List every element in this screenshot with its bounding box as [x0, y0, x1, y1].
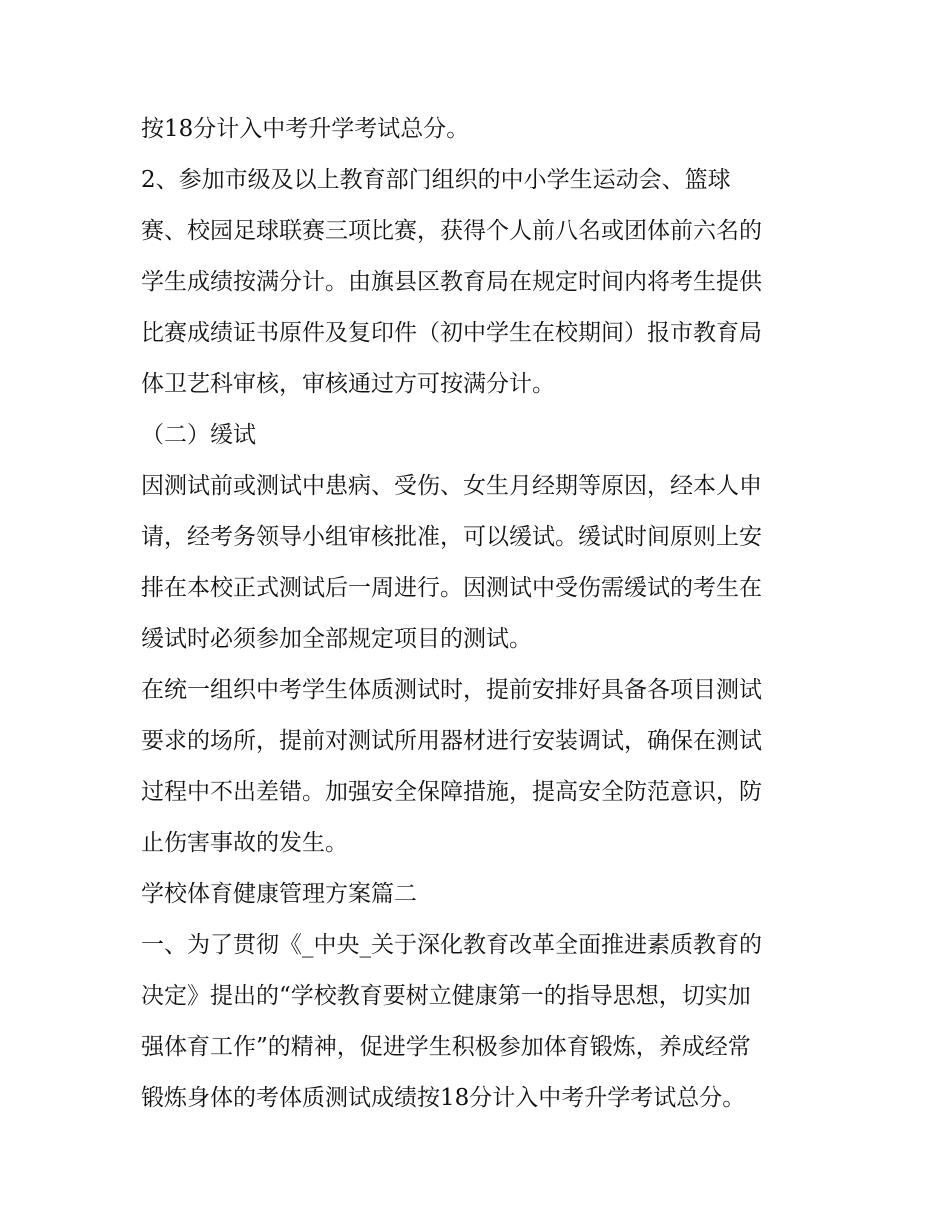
- text-line: 比赛成绩证书原件及复印件（初中学生在校期间）报市教育局: [141, 320, 762, 346]
- text-line: 强体育工作”的精神，促进学生积极参加体育锻炼，养成经常: [141, 1034, 751, 1060]
- text-line: 要求的场所，提前对测试所用器材进行安装调试，确保在测试: [141, 728, 762, 754]
- section-title: 学校体育健康管理方案篇二: [141, 881, 417, 907]
- text-line: 体卫艺科审核，审核通过方可按满分计。: [141, 371, 555, 397]
- text-line: 决定》提出的“学校教育要树立健康第一的指导思想，切实加: [141, 983, 751, 1009]
- text-line: 按18分计入中考升学考试总分。: [141, 116, 470, 142]
- text-line: 一、为了贯彻《_中央_关于深化教育改革全面推进素质教育的: [141, 932, 762, 958]
- text-line: 过程中不出差错。加强安全保障措施，提高安全防范意识，防: [141, 779, 762, 805]
- text-line: 缓试时必须参加全部规定项目的测试。: [141, 626, 532, 652]
- text-line: 请，经考务领导小组审核批准，可以缓试。缓试时间原则上安: [141, 524, 762, 550]
- section-heading: （二）缓试: [141, 422, 256, 448]
- text-line: 学生成绩按满分计。由旗县区教育局在规定时间内将考生提供: [141, 269, 762, 295]
- text-line: 赛、校园足球联赛三项比赛，获得个人前八名或团体前六名的: [141, 218, 762, 244]
- text-line: 止伤害事故的发生。: [141, 830, 348, 856]
- text-line: 因测试前或测试中患病、受伤、女生月经期等原因，经本人申: [141, 473, 762, 499]
- text-line: 在统一组织中考学生体质测试时，提前安排好具备各项目测试: [141, 677, 762, 703]
- text-line: 2、参加市级及以上教育部门组织的中小学生运动会、篮球: [141, 167, 731, 193]
- text-line: 排在本校正式测试后一周进行。因测试中受伤需缓试的考生在: [141, 575, 762, 601]
- text-line: 锻炼身体的考体质测试成绩按18分计入中考升学考试总分。: [141, 1085, 746, 1111]
